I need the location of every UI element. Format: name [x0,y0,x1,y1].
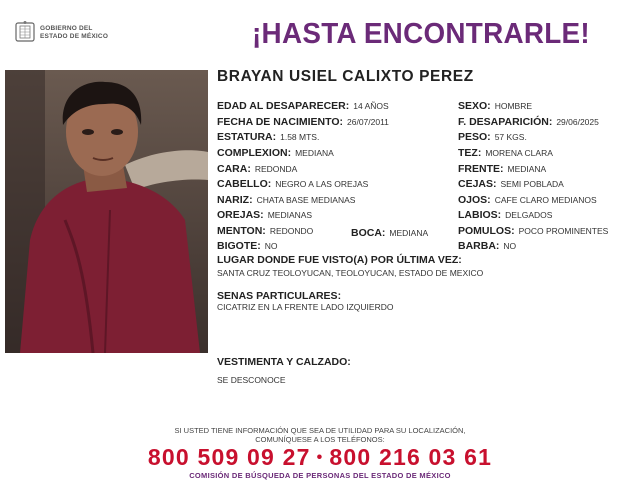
field-barba [458,236,516,254]
field-value: MEDIANA [389,228,429,238]
field-value: NEGRO A LAS OREJAS [275,179,369,189]
logo-text [40,25,108,41]
field-value: CHATA BASE MEDIANAS [256,195,356,205]
last-seen-label: LUGAR DONDE FUE VISTO(A) POR ÚLTIMA VEZ: [217,254,462,266]
field-label: CABELLO: [217,178,272,190]
field-label: LABIOS: [458,209,502,221]
info-line-1: SI USTED TIENE INFORMACIÓN QUE SEA DE UTILIDAD PARA SU LOCALIZACIÓN, [174,426,466,435]
coat-of-arms-icon [14,20,36,44]
phone-number-2[interactable]: 800 216 03 61 [329,444,493,470]
field-value: 29/06/2025 [556,117,599,127]
info-line-2: COMUNÍQUESE A LOS TELÉFONOS: [255,435,385,444]
person-photo [5,70,208,353]
commission-name: COMISIÓN DE BÚSQUEDA DE PERSONAS DEL ESTADO DE MÉXICO [189,471,451,480]
field-bigote [217,236,278,254]
field-label: BOCA: [351,227,386,239]
field-value: MORENA CLARA [485,148,553,158]
field-boca [351,223,428,241]
government-logo [14,20,124,46]
field-label: MENTON: [217,225,266,237]
field-label: ESTATURA: [217,131,277,143]
field-value: 26/07/2011 [347,117,389,127]
field-label: POMULOS: [458,225,515,237]
field-label: BARBA: [458,240,500,252]
field-value: SEMI POBLADA [500,179,564,189]
last-seen-value: SANTA CRUZ TEOLOYUCAN, TEOLOYUCAN, ESTADO DE MEXICO [217,268,484,278]
clothing-label: VESTIMENTA Y CALZADO: [217,356,351,368]
field-value: NO [264,241,278,251]
field-label: PESO: [458,131,491,143]
field-value: MEDIANA [295,148,334,158]
field-label: BIGOTE: [217,240,261,252]
photo-illustration [5,70,208,353]
field-label: SEXO: [458,100,491,112]
phone-number-1[interactable]: 800 509 09 27 [147,444,311,470]
field-value: REDONDA [254,164,298,174]
field-value: 1.58 MTS. [280,132,320,142]
field-label: TEZ: [458,147,482,159]
distinguishing-marks-label: SENAS PARTICULARES: [217,290,342,302]
field-label: CEJAS: [458,178,497,190]
field-value: NO [503,241,517,251]
logo-line-2: ESTADO DE MÉXICO [40,33,109,40]
logo-line-1: GOBIERNO DEL [40,25,93,32]
field-label: FECHA DE NACIMIENTO: [217,116,343,128]
field-label: OREJAS: [217,209,264,221]
field-value: POCO PROMINENTES [518,226,609,236]
phone-numbers [0,444,640,471]
headline: ¡HASTA ENCONTRARLE! [252,18,590,50]
separator-dot: • [316,449,324,466]
distinguishing-marks-value: CICATRIZ EN LA FRENTE LADO IZQUIERDO [217,302,394,312]
field-label: COMPLEXION: [217,147,292,159]
field-value: DELGADOS [505,210,553,220]
field-value: 57 KGS. [494,132,527,142]
person-name: BRAYAN USIEL CALIXTO PEREZ [217,68,474,85]
field-label: FRENTE: [458,163,504,175]
field-value: MEDIANA [507,164,547,174]
field-value: MEDIANAS [267,210,313,220]
field-label: OJOS: [458,194,491,206]
field-label: EDAD AL DESAPARECER: [217,100,350,112]
field-value: CAFE CLARO MEDIANOS [494,195,597,205]
field-label: NARIZ: [217,194,253,206]
field-label: CARA: [217,163,251,175]
field-value: REDONDO [269,226,314,236]
field-label: F. DESAPARICIÓN: [458,116,553,128]
clothing-value: SE DESCONOCE [217,375,286,385]
field-value: 14 AÑOS [353,101,389,111]
field-value: HOMBRE [494,101,532,111]
